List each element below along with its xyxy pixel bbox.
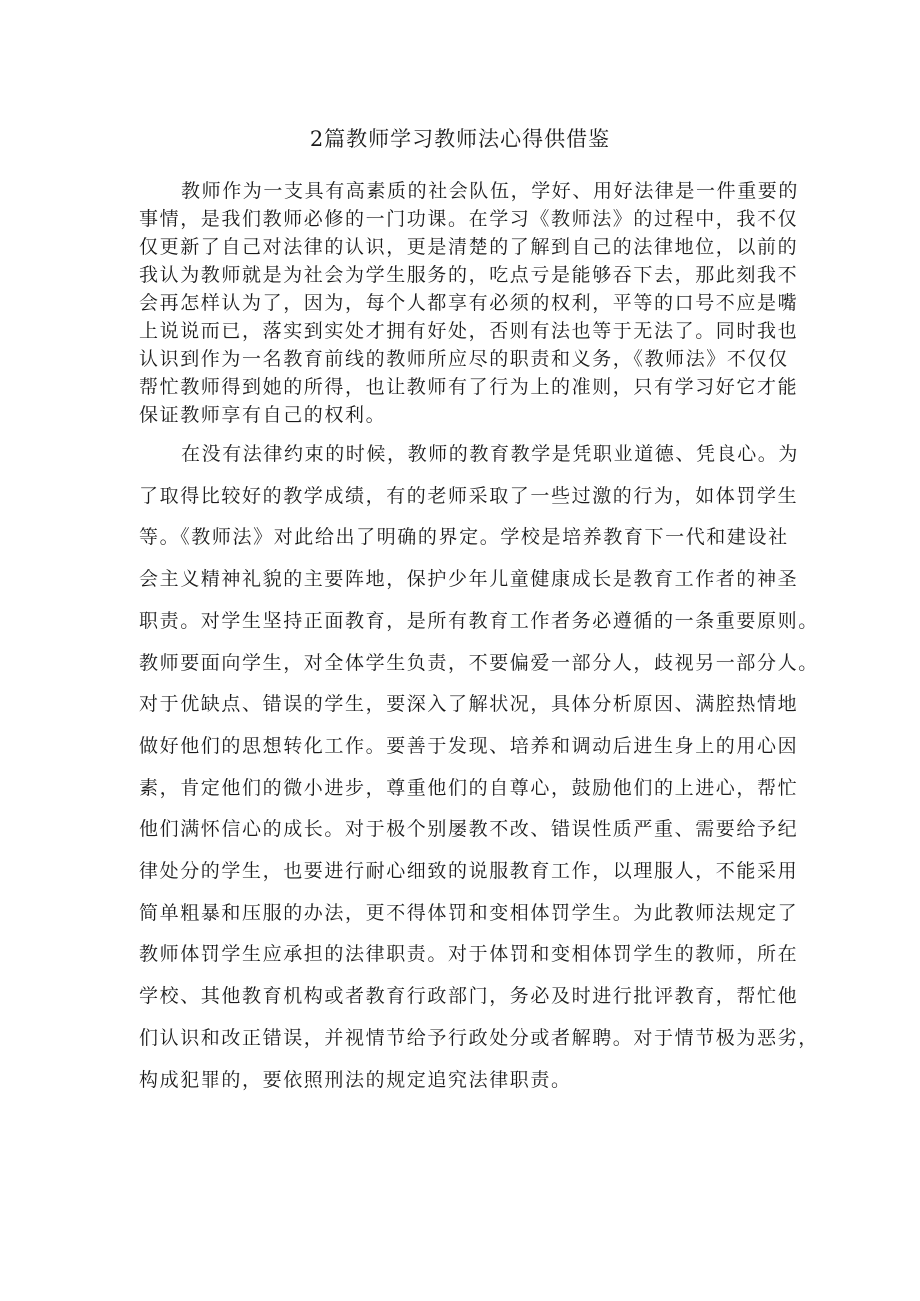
paragraph-line: 教师要面向学生，对全体学生负责，不要偏爱一部分人，歧视另一部分人。	[139, 651, 819, 674]
paragraph-line: 保证教师享有自己的权利。	[139, 404, 387, 426]
paragraph-line: 学校、其他教育机构或者教育行政部门，务必及时进行批评教育，帮忙他	[139, 985, 799, 1008]
document-title: 2篇教师学习教师法心得供借鉴	[309, 127, 611, 151]
paragraph-line: 仅更新了自己对法律的认识，更是清楚的了解到自己的法律地位，以前的	[139, 236, 799, 258]
paragraph-line: 了取得比较好的教学成绩，有的老师采取了一些过激的行为，如体罚学生	[139, 484, 799, 507]
paragraph-line: 素，肯定他们的微小进步，尊重他们的自尊心，鼓励他们的上进心，帮忙	[139, 776, 799, 799]
paragraph-line: 他们满怀信心的成长。对于极个别屡教不改、错误性质严重、需要给予纪	[139, 818, 799, 841]
paragraph-line: 认识到作为一名教育前线的教师所应尽的职责和义务，《教师法》不仅仅	[139, 348, 789, 370]
paragraph-line: 我认为教师就是为社会为学生服务的，吃点亏是能够吞下去，那此刻我不	[139, 264, 799, 286]
paragraph-line: 等。《教师法》对此给出了明确的界定。学校是培养教育下一代和建设社	[139, 526, 789, 549]
paragraph-line: 做好他们的思想转化工作。要善于发现、培养和调动后进生身上的用心因	[139, 734, 799, 757]
paragraph-line: 教师体罚学生应承担的法律职责。对于体罚和变相体罚学生的教师，所在	[139, 943, 799, 966]
paragraph-line: 对于优缺点、错误的学生，要深入了解状况，具体分析原因、满腔热情地	[139, 693, 799, 716]
paragraph-line: 简单粗暴和压服的办法，更不得体罚和变相体罚学生。为此教师法规定了	[139, 901, 799, 924]
paragraph-line: 会主义精神礼貌的主要阵地，保护少年儿童健康成长是教育工作者的神圣	[139, 568, 799, 591]
paragraph-line: 构成犯罪的，要依照刑法的规定追究法律职责。	[139, 1068, 572, 1091]
paragraph-line: 会再怎样认为了，因为，每个人都享有必须的权利，平等的口号不应是嘴	[139, 292, 799, 314]
paragraph-line: 们认识和改正错误，并视情节给予行政处分或者解聘。对于情节极为恶劣，	[139, 1026, 819, 1049]
paragraph-line: 帮忙教师得到她的所得，也让教师有了行为上的准则，只有学习好它才能	[139, 376, 799, 398]
paragraph-line: 职责。对学生坚持正面教育，是所有教育工作者务必遵循的一条重要原则。	[139, 609, 819, 632]
paragraph-line: 上说说而已，落实到实处才拥有好处，否则有法也等于无法了。同时我也	[139, 320, 799, 342]
paragraph-line: 事情，是我们教师必修的一门功课。在学习《教师法》的过程中，我不仅	[139, 208, 799, 230]
paragraph-line: 律处分的学生，也要进行耐心细致的说服教育工作，以理服人，不能采用	[139, 860, 799, 883]
paragraph-1	[139, 177, 800, 429]
paragraph-line: 在没有法律约束的时候，教师的教育教学是凭职业道德、凭良心。为	[181, 443, 800, 465]
paragraph-line: 教师作为一支具有高素质的社会队伍，学好、用好法律是一件重要的	[181, 180, 800, 202]
paragraph-2	[139, 434, 819, 1101]
